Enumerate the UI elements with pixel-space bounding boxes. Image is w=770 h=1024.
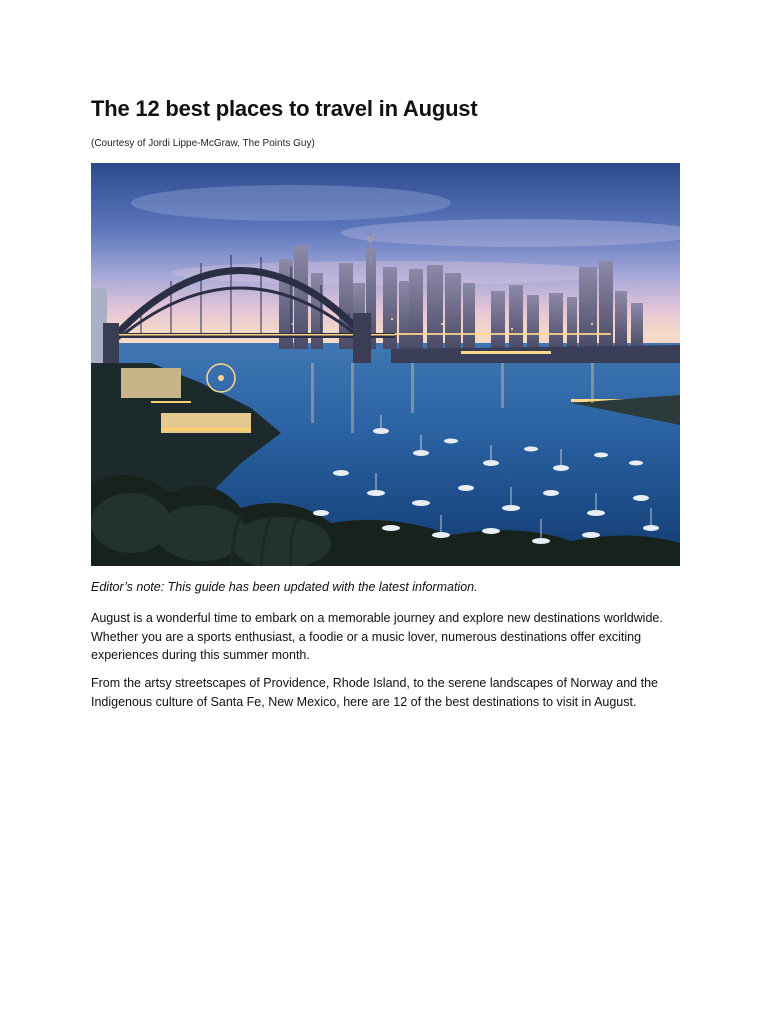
sydney-harbour-illustration xyxy=(91,163,680,566)
hero-image xyxy=(91,163,680,566)
editor-note: Editor’s note: This guide has been updated with the latest information. xyxy=(91,580,478,594)
photo-credit: (Courtesy of Jordi Lippe-McGraw, The Points Guy) xyxy=(91,138,315,149)
article-title: The 12 best places to travel in August xyxy=(91,96,478,121)
destinations-paragraph: From the artsy streetscapes of Providence, Rhode Island, to the serene landscapes of Norway and the Indigenous culture of Santa Fe, New Mexico, here are 12 of the best destinations to visit in August. xyxy=(91,676,658,709)
intro-paragraph: August is a wonderful time to embark on a memorable journey and explore new destinations worldwide. Whether you are a sports enthusiast, a foodie or a music lover, numerous destinations offer exciting experiences during this summer month. xyxy=(91,611,663,662)
